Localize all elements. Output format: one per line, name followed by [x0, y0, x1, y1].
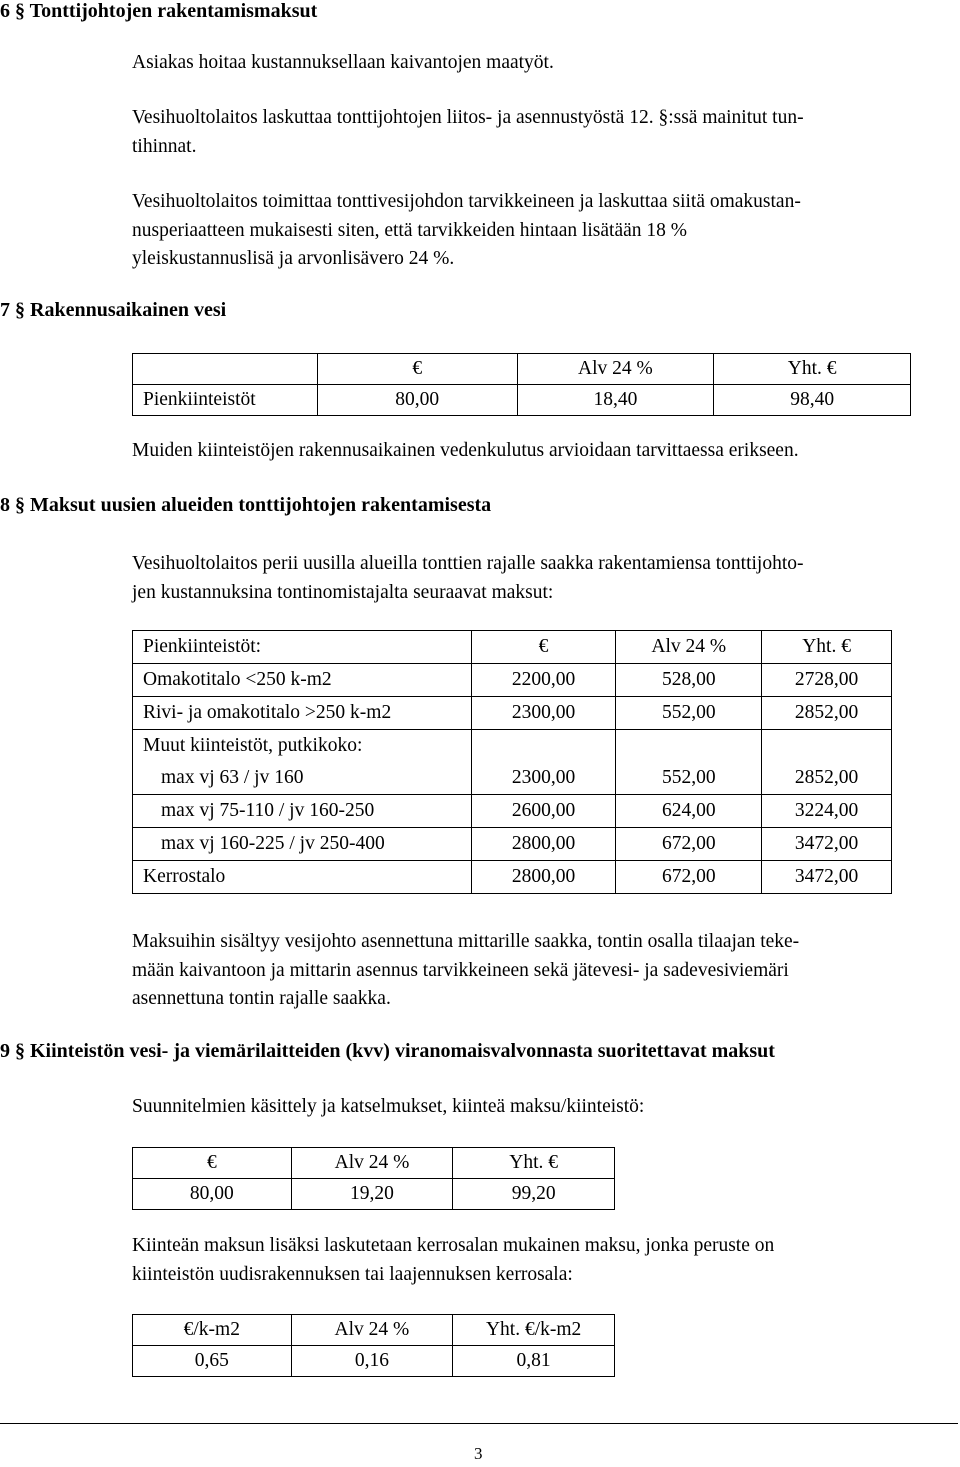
s9-paragraph-1: Suunnitelmien käsittely ja katselmukset, kiinteä maksu/kiinteistö: — [132, 1096, 645, 1117]
s6-p2-line-2: tihinnat. — [132, 135, 197, 157]
table-cell: 3472,00 — [762, 828, 892, 861]
table-cell: Yht. € — [762, 631, 892, 664]
table-cell: 2200,00 — [471, 664, 616, 697]
table-cell: 99,20 — [453, 1179, 615, 1210]
table-cell: Pienkiinteistöt: — [133, 631, 472, 664]
table-row — [133, 795, 892, 828]
s8-p1-line-2: jen kustannuksina tontinomistajalta seuraavat maksut: — [132, 581, 554, 603]
table-cell — [762, 730, 892, 763]
s9-p2-line-2: kiinteistön uudisrakennuksen tai laajennuksen kerrosala: — [132, 1263, 573, 1285]
s8-paragraph-2 — [132, 928, 799, 1014]
table-cell: 2800,00 — [471, 861, 616, 894]
table-cell: Alv 24 % — [616, 631, 762, 664]
table-cell: 2728,00 — [762, 664, 892, 697]
table-cell: 672,00 — [616, 861, 762, 894]
table-cell: 2852,00 — [762, 697, 892, 730]
table-cell: Alv 24 % — [291, 1148, 453, 1179]
table-cell: 2600,00 — [471, 795, 616, 828]
table-cell: €/k-m2 — [133, 1315, 292, 1346]
table-row — [133, 762, 892, 795]
table-cell: Yht. € — [453, 1148, 615, 1179]
section-6-heading: 6 § Tonttijohtojen rakentamismaksut — [0, 0, 318, 22]
table-cell: € — [133, 1148, 292, 1179]
table-cell: 2852,00 — [762, 762, 892, 795]
table-row — [133, 730, 892, 763]
table-row — [133, 828, 892, 861]
s8-p2-line-3: asennettuna tontin rajalle saakka. — [132, 988, 391, 1009]
table-cell — [133, 354, 318, 385]
table-row — [133, 861, 892, 894]
table-cell: Pienkiinteistöt — [133, 385, 318, 416]
table-cell — [471, 730, 616, 763]
table-cell: 672,00 — [616, 828, 762, 861]
s7-price-table — [132, 353, 911, 416]
table-cell: Kerrostalo — [133, 861, 472, 894]
table-row — [133, 664, 892, 697]
table-row — [133, 385, 911, 416]
s8-p1-line-1: Vesihuoltolaitos perii uusilla alueilla tonttien rajalle saakka rakentamiensa tonttijohto- — [132, 553, 804, 574]
s6-p3-line-3: yleiskustannuslisä ja arvonlisävero 24 %. — [132, 248, 455, 269]
table-cell: 528,00 — [616, 664, 762, 697]
table-header-row — [133, 354, 911, 385]
table-cell: max vj 75-110 / jv 160-250 — [133, 795, 472, 828]
table-header-row — [133, 1148, 615, 1179]
table-cell: 552,00 — [616, 697, 762, 730]
table-cell: 2800,00 — [471, 828, 616, 861]
table-cell: Omakotitalo <250 k-m2 — [133, 664, 472, 697]
table-cell: Rivi- ja omakotitalo >250 k-m2 — [133, 697, 472, 730]
table-cell: 3224,00 — [762, 795, 892, 828]
table-cell: 624,00 — [616, 795, 762, 828]
table-cell: Yht. € — [714, 354, 911, 385]
s9-fixed-fee-table — [132, 1147, 615, 1210]
s8-price-table — [132, 630, 892, 894]
table-cell: max vj 160-225 / jv 250-400 — [133, 828, 472, 861]
table-cell: max vj 63 / jv 160 — [133, 762, 472, 795]
table-cell: Yht. €/k-m2 — [453, 1315, 615, 1346]
table-cell: 3472,00 — [762, 861, 892, 894]
s8-p2-line-2: mään kaivantoon ja mittarin asennus tarvikkeineen sekä jätevesi- ja sadevesiviemäri — [132, 959, 789, 981]
s6-p3-line-2: nusperiaatteen mukaisesti siten, että tarvikkeiden hintaan lisätään 18 % — [132, 219, 688, 241]
table-row — [133, 1346, 615, 1377]
s8-paragraph-1 — [132, 550, 803, 607]
s6-p2-line-1: Vesihuoltolaitos laskuttaa tonttijohtojen liitos- ja asennustyöstä 12. §:ssä mainitut tun- — [132, 107, 804, 128]
table-cell: 2300,00 — [471, 697, 616, 730]
table-row — [133, 697, 892, 730]
s8-p2-line-1: Maksuihin sisältyy vesijohto asennettuna mittarille saakka, tontin osalla tilaajan teke- — [132, 931, 800, 952]
s6-p3-line-1: Vesihuoltolaitos toimittaa tonttivesijohdon tarvikkeineen ja laskuttaa siitä omakustan- — [132, 191, 801, 212]
s9-floor-area-fee-table — [132, 1314, 615, 1377]
table-cell: 0,81 — [453, 1346, 615, 1377]
footer-divider — [0, 1423, 958, 1424]
table-cell: 80,00 — [133, 1179, 292, 1210]
s6-paragraph-2 — [132, 104, 804, 161]
table-cell: Alv 24 % — [517, 354, 714, 385]
table-cell: 18,40 — [517, 385, 714, 416]
table-cell: Muut kiinteistöt, putkikoko: — [133, 730, 472, 763]
section-8-heading: 8 § Maksut uusien alueiden tonttijohtojen rakentamisesta — [0, 494, 492, 516]
table-cell: 0,16 — [291, 1346, 453, 1377]
table-cell: 19,20 — [291, 1179, 453, 1210]
table-cell: 98,40 — [714, 385, 911, 416]
section-9-heading: 9 § Kiinteistön vesi- ja viemärilaitteiden (kvv) viranomaisvalvonnasta suoritettavat maksut — [0, 1040, 775, 1062]
page-number: 3 — [474, 1444, 483, 1463]
s9-paragraph-2 — [132, 1232, 774, 1289]
s6-paragraph-1: Asiakas hoitaa kustannuksellaan kaivantojen maatyöt. — [132, 52, 554, 73]
table-cell: 0,65 — [133, 1346, 292, 1377]
table-cell: € — [317, 354, 517, 385]
table-header-row — [133, 631, 892, 664]
table-cell: 2300,00 — [471, 762, 616, 795]
table-cell: Alv 24 % — [291, 1315, 453, 1346]
s9-p2-line-1: Kiinteän maksun lisäksi laskutetaan kerrosalan mukainen maksu, jonka peruste on — [132, 1235, 775, 1256]
table-header-row — [133, 1315, 615, 1346]
s6-paragraph-3 — [132, 188, 801, 274]
table-cell: € — [471, 631, 616, 664]
section-7-heading: 7 § Rakennusaikainen vesi — [0, 299, 227, 321]
s7-note: Muiden kiinteistöjen rakennusaikainen vedenkulutus arvioidaan tarvittaessa erikseen. — [132, 440, 799, 461]
table-cell: 80,00 — [317, 385, 517, 416]
table-cell — [616, 730, 762, 763]
table-cell: 552,00 — [616, 762, 762, 795]
table-row — [133, 1179, 615, 1210]
